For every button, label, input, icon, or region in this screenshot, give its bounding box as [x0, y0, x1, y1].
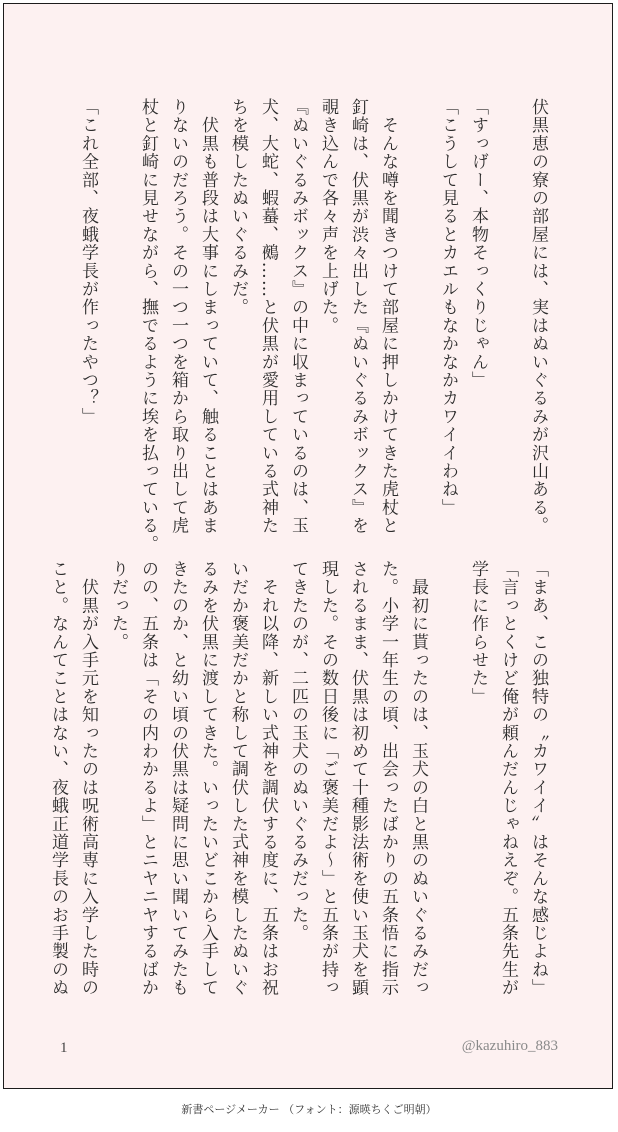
text-line: 釘崎は、伏黒が渋々出した『ぬいぐるみボックス』を — [348, 98, 368, 535]
text-line: 「まあ、この独特の〝カワイイ〟はそんな感じよね」 — [528, 560, 548, 997]
text-line: 「こうして見るとカエルもなかなかカワイイわね」 — [438, 98, 458, 517]
text-line: りだった。 — [108, 560, 128, 651]
text-line: 学長に作らせた」 — [468, 560, 488, 706]
text-line: るみを伏黒に渡してきた。いったいどこから入手して — [198, 560, 218, 997]
text-line: 覗き込んで各々声を上げた。 — [318, 98, 338, 335]
text-line: 「言っとくけど俺が頼んだんじゃねえぞ。五条先生が — [498, 560, 518, 997]
text-line: 犬、大蛇、蝦蟇、鵺……と伏黒が愛用している式神た — [258, 98, 278, 535]
text-line: 杖と釘崎に見せながら、撫でるように埃を払っている。 — [138, 98, 158, 553]
text-line — [493, 98, 523, 568]
text-line: 伏黒恵の寮の部屋には、実はぬいぐるみが沢山ある。 — [528, 98, 548, 535]
text-line: こと。なんてことはない、夜蛾正道学長のお手製のぬ — [48, 560, 68, 997]
text-line: りないのだろう。その一つ一つを箱から取り出して虎 — [168, 98, 188, 535]
text-line: 「これ全部、夜蛾学長が作ったやつ？」 — [78, 98, 98, 426]
text-line: 「すっげー、本物そっくりじゃん」 — [468, 98, 488, 390]
text-line: きたのか、と幼い頃の伏黒は疑問に思い聞いてみたも — [168, 560, 188, 997]
text-line: いだか褒美だかと称して調伏した式神を模したぬいぐ — [228, 560, 248, 997]
text-line: 最初に貰ったのは、玉犬の白と黒のぬいぐるみだっ — [408, 560, 428, 997]
text-line: それ以降、新しい式神を調伏する度に、五条はお祝 — [258, 560, 278, 997]
text-line: た。小学一年生の頃、出会ったばかりの五条悟に指示 — [378, 560, 398, 997]
text-line — [403, 98, 433, 568]
text-line: てきたのが、二匹の玉犬のぬいぐるみだった。 — [288, 560, 308, 943]
generator-footer: 新書ページメーカー （フォント：源暎ちくご明朝） — [181, 1103, 437, 1116]
text-line — [433, 560, 463, 1030]
text-line: 伏黒も普段は大事にしまっていて、触ることはあま — [198, 98, 218, 535]
author-credit: @kazuhiro_883 — [461, 1038, 558, 1054]
book-page — [3, 3, 613, 1089]
text-line — [103, 98, 133, 568]
text-line: 『ぬいぐるみボックス』の中に収まっているのは、玉 — [288, 98, 308, 535]
top-text-block — [73, 98, 553, 568]
text-line: のの、五条は「その内わかるよ」とニヤニヤするばか — [138, 560, 158, 997]
text-line: そんな噂を聞きつけて部屋に押しかけてきた虎杖と — [378, 98, 398, 535]
text-line: 現した。その数日後に「ご褒美だよ〜」と五条が持っ — [318, 560, 338, 997]
text-line: されるまま、伏黒は初めて十種影法術を使い玉犬を顕 — [348, 560, 368, 997]
text-line: 伏黒が入手元を知ったのは呪術高専に入学した時の — [78, 560, 98, 997]
bottom-text-block — [43, 560, 553, 1030]
text-line: ちを模したぬいぐるみだ。 — [228, 98, 248, 317]
page-number: 1 — [60, 1040, 68, 1056]
